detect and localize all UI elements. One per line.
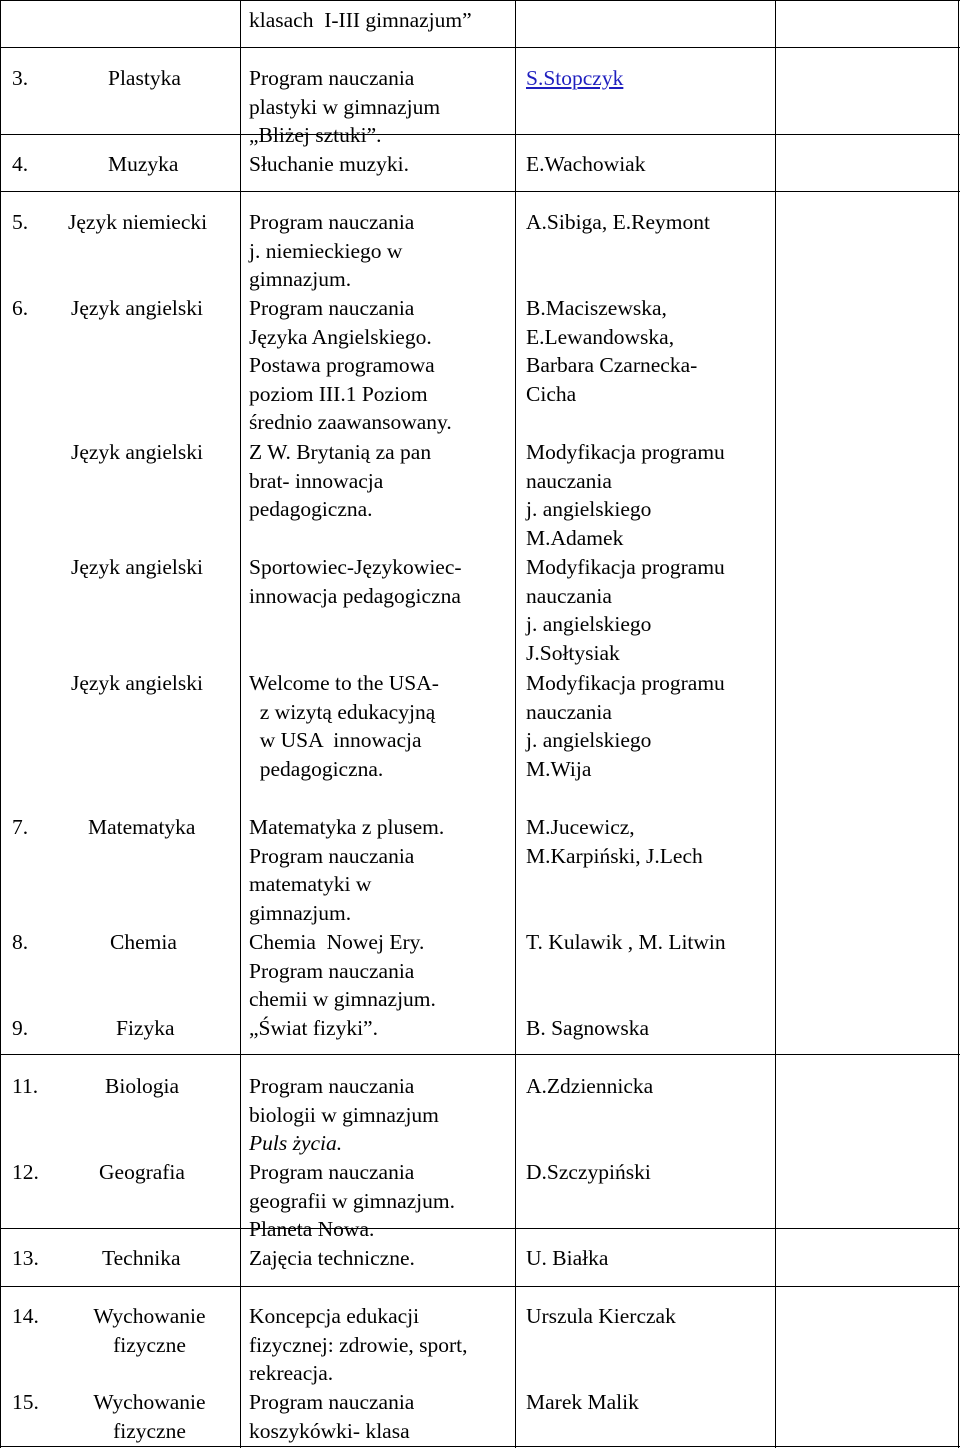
program-cell: pedagogiczna. (249, 497, 373, 522)
author-cell: M.Wija (526, 756, 592, 781)
row-number: 5. (12, 210, 29, 234)
table-column-line (0, 0, 1, 1448)
program-cell: Sportowiec-Językowiec- (249, 555, 462, 579)
table-column-line (775, 0, 776, 1448)
program-cell: Welcome to the USA- (249, 671, 439, 695)
row-number: 14. (12, 1304, 39, 1328)
program-cell: w USA innowacja (249, 728, 422, 753)
program-cell: Matematyka z plusem. (249, 815, 445, 839)
program-cell: Program nauczania (249, 1160, 415, 1184)
program-cell: Postawa programowa (249, 353, 435, 378)
subject-cell: fizyczne (113, 1332, 186, 1357)
program-cell: Z W. Brytanią za pan (249, 440, 432, 464)
author-cell: D.Szczypiński (526, 1160, 651, 1184)
subject-cell: Geografia (99, 1160, 185, 1184)
program-cell: brat- innowacja (249, 468, 384, 493)
author-cell: T. Kulawik , M. Litwin (526, 930, 726, 954)
subject-cell: Język niemiecki (68, 210, 208, 234)
program-cell: Chemia Nowej Ery. (249, 930, 425, 954)
author-cell: Modyfikacja programu (526, 671, 725, 695)
program-cell: z wizytą edukacyjną (249, 699, 436, 724)
row-number: 13. (12, 1246, 39, 1270)
author-cell: E.Lewandowska, (526, 324, 675, 349)
program-cell: gimnazjum. (249, 900, 352, 925)
table-row-line (0, 1054, 960, 1055)
program-cell: Planeta Nowa. (249, 1217, 375, 1242)
program-cell: Słuchanie muzyki. (249, 152, 410, 176)
program-cell: Zajęcia techniczne. (249, 1246, 415, 1270)
author-cell: Barbara Czarnecka- (526, 353, 698, 378)
row-number: 3. (12, 66, 29, 90)
program-cell: Program nauczania (249, 296, 415, 320)
program-cell: chemii w gimnazjum. (249, 987, 436, 1012)
program-cell: plastyki w gimnazjum (249, 94, 441, 119)
program-cell: gimnazjum. (249, 267, 352, 292)
subject-cell: Biologia (105, 1074, 180, 1098)
program-cell: rekreacja. (249, 1361, 334, 1386)
row-number: 15. (12, 1390, 39, 1414)
author-cell: E.Wachowiak (526, 152, 646, 176)
row-number: 7. (12, 815, 29, 839)
top-fragment-text: klasach I-III gimnazjum” (249, 8, 472, 32)
author-cell: U. Białka (526, 1246, 609, 1270)
program-cell: Program nauczania (249, 210, 415, 234)
table-column-line (515, 0, 516, 1448)
author-cell: B.Maciszewska, (526, 296, 667, 320)
row-number: 11. (12, 1074, 39, 1098)
row-number: 4. (12, 152, 29, 176)
row-number: 9. (12, 1016, 29, 1040)
table-row-line (0, 1228, 960, 1229)
program-cell: pedagogiczna. (249, 756, 384, 781)
row-number: 12. (12, 1160, 39, 1184)
subject-cell: Język angielski (71, 671, 203, 695)
author-cell: Modyfikacja programu (526, 440, 725, 464)
author-cell[interactable]: S.Stopczyk (526, 66, 624, 90)
program-cell: koszykówki- klasa (249, 1418, 410, 1443)
program-cell: innowacja pedagogiczna (249, 583, 461, 608)
subject-cell: fizyczne (113, 1418, 186, 1443)
author-cell: Cicha (526, 381, 577, 406)
program-cell: „Bliżej sztuki”. (249, 123, 382, 148)
subject-cell: Plastyka (108, 66, 181, 90)
author-cell: Modyfikacja programu (526, 555, 725, 579)
program-cell: Koncepcja edukacji (249, 1304, 420, 1328)
table-row-line (0, 134, 960, 135)
author-cell: M.Karpiński, J.Lech (526, 843, 703, 868)
program-cell: „Świat fizyki”. (249, 1016, 378, 1040)
table-column-line (240, 0, 241, 1448)
author-cell: j. angielskiego (526, 728, 652, 753)
row-number: 8. (12, 930, 29, 954)
author-cell: Urszula Kierczak (526, 1304, 676, 1328)
program-cell: matematyki w (249, 872, 372, 897)
program-cell: j. niemieckiego w (249, 238, 403, 263)
subject-cell: Język angielski (71, 555, 203, 579)
table-row-line (0, 0, 960, 1)
author-cell: J.Sołtysiak (526, 640, 620, 665)
row-number: 6. (12, 296, 29, 320)
table-row-line (0, 1286, 960, 1287)
subject-cell: Wychowanie (93, 1390, 206, 1414)
program-cell: Języka Angielskiego. (249, 324, 432, 349)
subject-cell: Matematyka (88, 815, 196, 839)
subject-cell: Technika (102, 1246, 181, 1270)
table-row-line (0, 191, 960, 192)
table-column-line (958, 0, 959, 1448)
subject-cell: Język angielski (71, 440, 203, 464)
author-cell: nauczania (526, 468, 612, 493)
author-cell: Marek Malik (526, 1390, 639, 1414)
subject-cell: Muzyka (108, 152, 179, 176)
program-cell: Program nauczania (249, 1390, 415, 1414)
author-cell: j. angielskiego (526, 612, 652, 637)
program-cell: Puls życia. (249, 1131, 343, 1156)
author-cell: B. Sagnowska (526, 1016, 650, 1040)
table-row-line (0, 1446, 960, 1447)
program-cell: Program nauczania (249, 958, 415, 983)
subject-cell: Chemia (110, 930, 177, 954)
table-row-line (0, 47, 960, 48)
program-cell: Program nauczania (249, 1074, 415, 1098)
author-cell: M.Jucewicz, (526, 815, 635, 839)
author-cell: A.Zdziennicka (526, 1074, 654, 1098)
author-cell: nauczania (526, 583, 612, 608)
program-cell: średnio zaawansowany. (249, 410, 452, 435)
subject-cell: Wychowanie (93, 1304, 206, 1328)
author-cell: nauczania (526, 699, 612, 724)
program-cell: geografii w gimnazjum. (249, 1188, 455, 1213)
program-cell: biologii w gimnazjum (249, 1102, 439, 1127)
subject-cell: Fizyka (116, 1016, 175, 1040)
program-cell: poziom III.1 Poziom (249, 381, 428, 406)
author-cell: A.Sibiga, E.Reymont (526, 210, 710, 234)
program-cell: Program nauczania (249, 843, 415, 868)
subject-cell: Język angielski (71, 296, 203, 320)
program-cell: Program nauczania (249, 66, 415, 90)
author-cell: M.Adamek (526, 525, 624, 550)
author-cell: j. angielskiego (526, 497, 652, 522)
program-cell: fizycznej: zdrowie, sport, (249, 1332, 468, 1357)
